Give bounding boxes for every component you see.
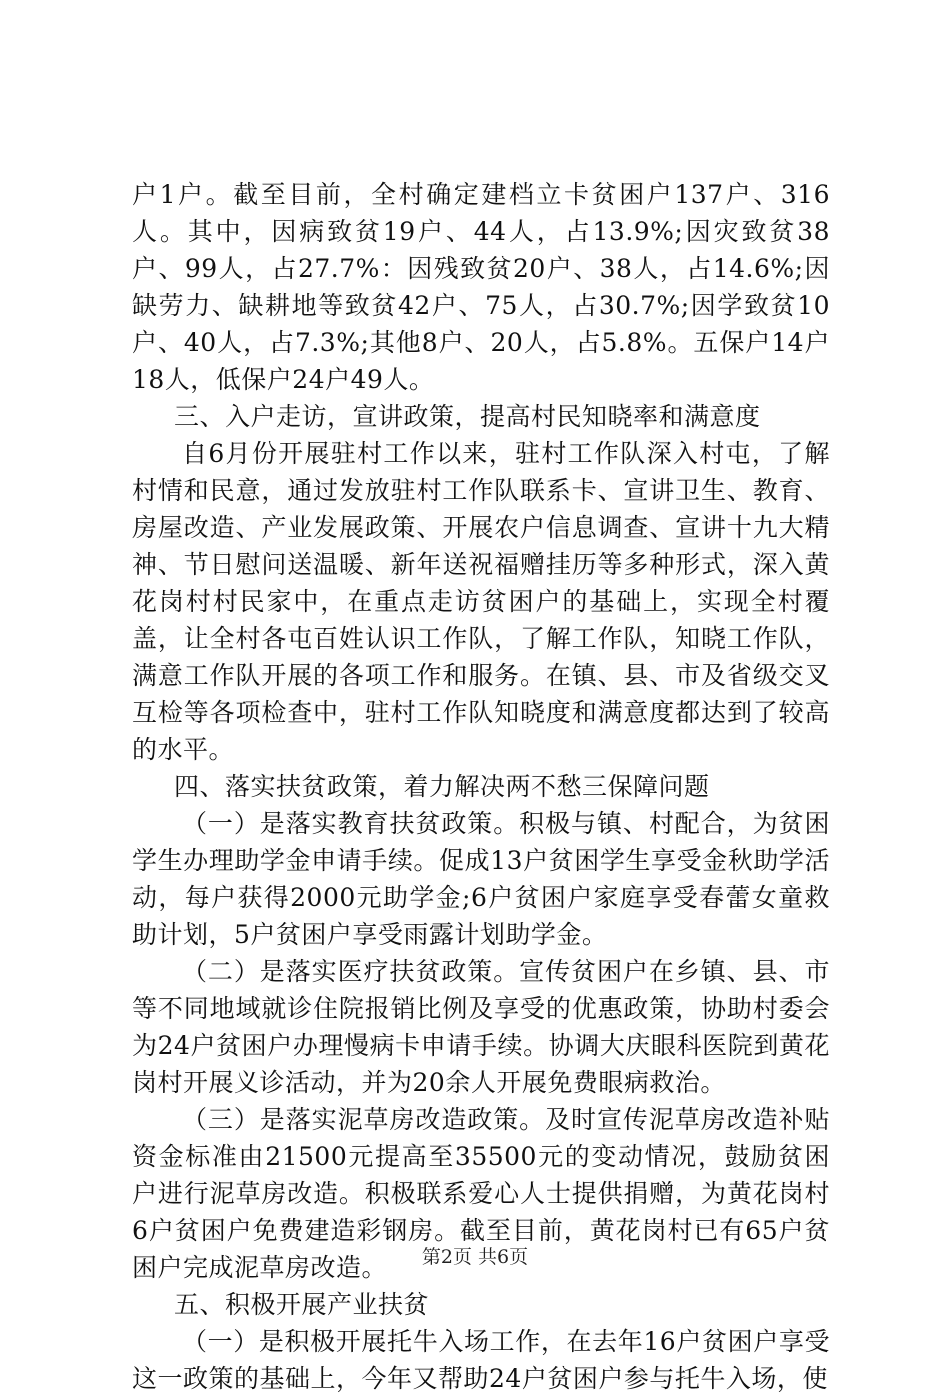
section-heading-5: 五、积极开展产业扶贫: [174, 1290, 430, 1319]
paragraph-visits: 自6月份开展驻村工作以来，驻村工作队深入村屯，了解村情和民意，通过发放驻村工作队联系卡、宣讲卫生、教育、房屋改造、产业发展政策、开展农户信息调查、宣讲十九大精神、节日慰问送温暖、新年送祝福赠挂历等多种形式，深入黄花岗村村民家中，在重点走访贫困户的基础上，实现全村覆盖，让全村各屯百姓认识工作队，了解工作队，知晓工作队，满意工作队开展的各项工作和服务。在镇、县、市及省级交叉互检等各项检查中，驻村工作队知晓度和满意度都达到了较高的水平。: [132, 439, 830, 764]
section-heading-4: 四、落实扶贫政策，着力解决两不愁三保障问题: [174, 772, 710, 801]
paragraph-cattle-program: （一）是积极开展托牛入场工作，在去年16户贫困户享受这一政策的基础上，今年又帮助24户贫困户参与托牛入场，使: [132, 1327, 830, 1393]
page-footer: 第2页 共6页: [421, 1246, 529, 1268]
paragraph-medical-policy: （二）是落实医疗扶贫政策。宣传贫困户在乡镇、县、市等不同地域就诊住院报销比例及享受的优惠政策，协助村委会为24户贫困户办理慢病卡申请手续。协调大庆眼科医院到黄花岗村开展义诊活动，并为20余人开展免费眼病救治。: [132, 957, 830, 1097]
document-body: [132, 176, 830, 1397]
section-heading-3: 三、入户走访，宣讲政策，提高村民知晓率和满意度: [174, 402, 761, 431]
paragraph-housing-policy: （三）是落实泥草房改造政策。及时宣传泥草房改造补贴资金标准由21500元提高至35500元的变动情况，鼓励贫困户进行泥草房改造。积极联系爱心人士提供捐赠，为黄花岗村6户贫困户免费建造彩钢房。截至目前，黄花岗村已有65户贫困户完成泥草房改造。: [132, 1105, 830, 1282]
paragraph-statistics: 户1户。截至目前，全村确定建档立卡贫困户137户、316人。其中，因病致贫19户、44人，占13.9%;因灾致贫38户、99人，占27.7%：因残致贫20户、38人，占14.6%;因缺劳力、缺耕地等致贫42户、75人，占30.7%;因学致贫10户、40人，占7.3%;其他8户、20人，占5.8%。五保户14户18人，低保户24户49人。: [132, 180, 830, 394]
paragraph-education-policy: （一）是落实教育扶贫政策。积极与镇、村配合，为贫困学生办理助学金申请手续。促成13户贫困学生享受金秋助学活动，每户获得2000元助学金;6户贫困户家庭享受春蕾女童救助计划，5户贫困户享受雨露计划助学金。: [132, 809, 830, 949]
